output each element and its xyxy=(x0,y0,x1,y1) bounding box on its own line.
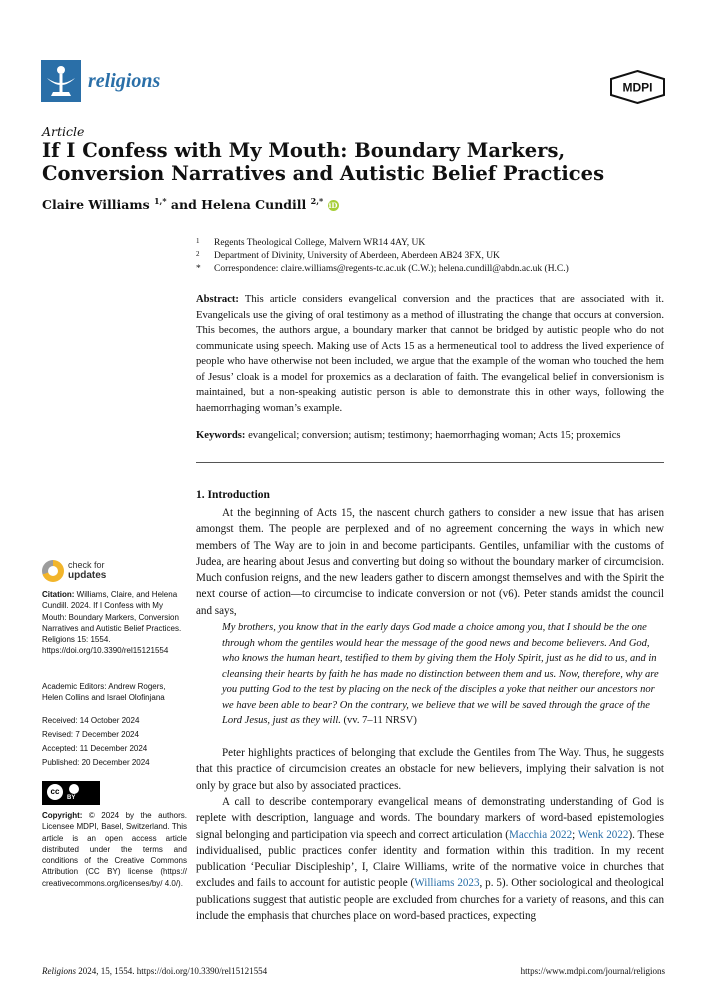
mdpi-logo[interactable] xyxy=(609,70,666,104)
author-1-affil: 1,* xyxy=(153,196,167,206)
paragraph-2: Peter highlights practices of belonging that exclude the Gentiles from The Way. Thus, he suggests that this practice of circumcision creates an obstacle for new believers, implying their salvation is not only by grace but also by associated practices. xyxy=(196,747,664,792)
footer-journal-url[interactable]: https://www.mdpi.com/journal/religions xyxy=(520,966,665,976)
check-for-updates-button[interactable]: check for updates xyxy=(42,560,167,584)
block-quote xyxy=(222,620,662,729)
section-heading: 1. Introduction xyxy=(196,489,270,501)
citation-link[interactable]: Williams 2023 xyxy=(414,877,480,890)
paragraph-3: A call to describe contemporary evangelical means of demonstrating understanding of God is replete with description, language and words. The boundary markers of word-based epistemologies signal belonging and participation via speech and correct articulation (Macchia 2022; Wenk 2022). These individualised, public practices confer identity and formation within this tradition. In my recent publication ‘Peculiar Discipleship’, I, Claire Williams, write of the normative voice in churches that excludes and fails to account for autistic people (Williams 2023, p. 5). Other sociological and theological publications suggest that autistic people are excluded from churches for a variety of reasons, and this can include the emphasis that churches place on word-based practices, expecting xyxy=(196,796,665,923)
academic-editors: Academic Editors: Andrew Rogers, Helen Collins and Israel Olofinjana xyxy=(42,682,166,703)
abstract-label: Abstract: xyxy=(196,294,239,305)
author-2[interactable]: and Helena Cundill xyxy=(166,197,307,213)
author-list xyxy=(42,196,339,212)
quote-text: My brothers, you know that in the early days God made a choice among you, that I should be the one through whom the gentiles would hear the message of the good news and become believers. And God, who knows the human heart, testified to them by giving them the Holy Spirit, just as he did to us, and in cleansing their hearts by faith he has made no distinction between them and us. Now, therefore, why are you putting God to the test by placing on the neck of the disciples a yoke that neither our ancestors nor we have been able to bear? On the contrary, we believe that we will be saved through the grace of the Lord Jesus, just as they will. xyxy=(222,622,659,726)
keywords-label: Keywords: xyxy=(196,430,246,441)
publisher-name: MDPI xyxy=(622,80,653,95)
paragraph-1: At the beginning of Acts 15, the nascent church gathers to consider a new issue that has arisen amongst them. The people are perplexed and of no agreement concerning the ways in which new members of The Way are to join in and become participants. Gentiles, unfamiliar with the customs of Judea, are hearing about Jesus and converting but doing so without the boundary marker of circumcision. Much confusion reigns, and the new leaders gather to discern amongst themselves and with the Spirit the next course of action—to circumcise to indicate conversion or not (v6). Peter stands amidst the council and says, xyxy=(196,507,664,617)
article-title: If I Confess with My Mouth: Boundary Markers, Conversion Narratives and Autistic Belief Practices xyxy=(42,139,605,185)
keywords xyxy=(196,430,664,441)
quote-reference: (vv. 7–11 NRSV) xyxy=(340,715,417,726)
check-updates-icon xyxy=(42,560,64,582)
published-date: Published: 20 December 2024 xyxy=(42,758,150,767)
journal-logo xyxy=(41,60,81,102)
cc-by-license-icon[interactable]: cc BY xyxy=(42,781,100,805)
author-2-affil: 2,* xyxy=(310,196,324,206)
orcid-icon[interactable]: iD xyxy=(328,201,338,211)
citation-block: Citation: Williams, Claire, and Helena Cundill. 2024. If I Confess with My Mouth: Boundary Markers, Conversion Narratives and Autistic Belief Practices. Religions 15: 1554. https://doi.org/10.3390/rel15121554 xyxy=(42,590,182,656)
article-type: Article xyxy=(42,124,85,139)
divider xyxy=(196,462,664,463)
revised-date: Revised: 7 December 2024 xyxy=(42,730,139,739)
accepted-date: Accepted: 11 December 2024 xyxy=(42,744,148,753)
author-1[interactable]: Claire Williams xyxy=(42,197,150,213)
abstract xyxy=(196,292,664,416)
footer-citation: Religions 2024, 15, 1554. https://doi.org/10.3390/rel15121554 xyxy=(42,966,268,976)
abstract-text: This article considers evangelical conversion and the practices that are associated with it. Evangelicals use the giving of oral testimony as a method of illustrating the change that occurs at conversion. This becomes, the authors argue, a boundary marker that cannot be bridged by autistic people who do not communicate using speech. Making use of Acts 15 as a hermeneutical tool to address the lived experience of people who have otherwise not been included, we argue that the example of the woman who touched the hem of Jesus’ cloak is a model for proxemics as a declaration of faith. The evangelical belief in conversionism is maintained, but a non-speaking autistic person is able to demonstrate this in other ways, following the haemorrhaging woman’s example. xyxy=(196,294,664,414)
citation-link[interactable]: Wenk 2022 xyxy=(577,828,629,841)
received-date: Received: 14 October 2024 xyxy=(42,716,140,725)
journal-name[interactable]: religions xyxy=(88,70,161,92)
citation-link[interactable]: Macchia 2022 xyxy=(508,828,573,841)
keywords-text: evangelical; conversion; autism; testimony; haemorrhaging woman; Acts 15; proxemics xyxy=(248,430,621,441)
copyright-block: Copyright: © 2024 by the authors. Licensee MDPI, Basel, Switzerland. This article is an open access article distributed under the terms and conditions of the Creative Commons Attribution (CC BY) license (https:// creativecommons.org/licenses/by/ 4.0/). xyxy=(42,811,187,888)
